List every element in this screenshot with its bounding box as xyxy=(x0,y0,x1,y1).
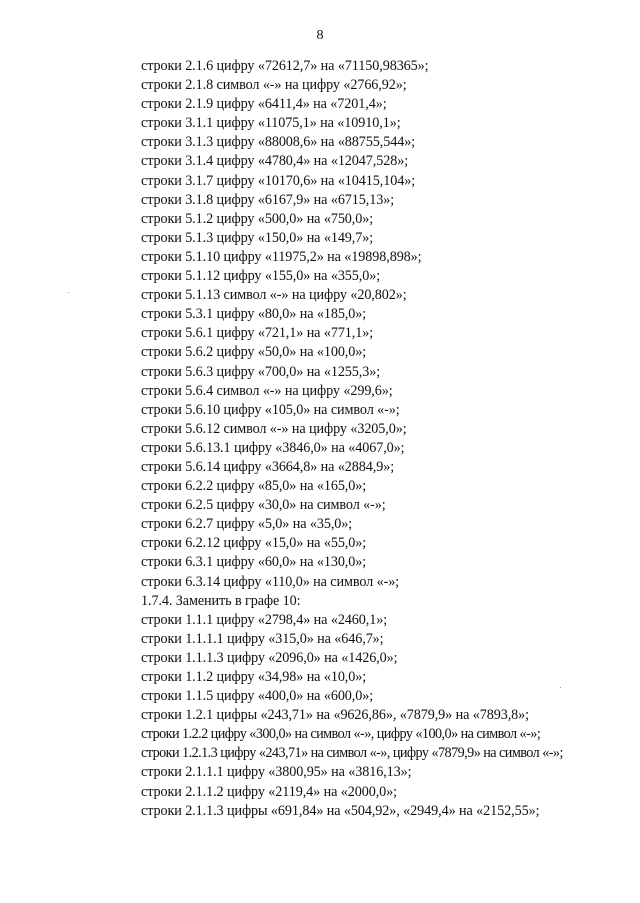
text-line: строки 5.1.12 цифру «155,0» на «355,0»; xyxy=(141,268,381,285)
text-line: строки 1.1.2 цифру «34,98» на «10,0»; xyxy=(141,669,367,685)
text-line: строки 2.1.8 символ «-» на цифру «2766,92»; xyxy=(141,77,407,94)
text-line: строки 1.1.1.1 цифру «315,0» на «646,7»; xyxy=(141,630,384,647)
text-line: строки 1.2.1.3 цифру «243,71» на символ «-», цифру «7879,9» на символ «-»; xyxy=(141,745,563,762)
text-line: строки 1.1.5 цифру «400,0» на «600,0»; xyxy=(141,688,374,705)
section-heading: 1.7.4. Заменить в графе 10: xyxy=(141,592,301,609)
text-line: строки 6.2.12 цифру «15,0» на «55,0»; xyxy=(141,535,367,552)
text-line: строки 2.1.1.3 цифры «691,84» на «504,92», «2949,4» на «2152,55»; xyxy=(141,802,540,819)
text-line: строки 3.1.1 цифру «11075,1» на «10910,1»; xyxy=(141,115,401,132)
text-line: строки 3.1.7 цифру «10170,6» на «10415,104»; xyxy=(141,172,416,189)
text-line: строки 3.1.3 цифру «88008,6» на «88755,544»; xyxy=(141,134,416,151)
text-line: строки 5.3.1 цифру «80,0» на «185,0»; xyxy=(141,306,367,323)
document-body xyxy=(141,57,636,821)
text-line: строки 2.1.1.2 цифру «2119,4» на «2000,0»; xyxy=(141,783,397,800)
text-line: строки 6.3.1 цифру «60,0» на «130,0»; xyxy=(141,554,367,571)
text-line: строки 5.6.13.1 цифру «3846,0» на «4067,0»; xyxy=(141,439,405,456)
text-line: строки 2.1.6 цифру «72612,7» на «71150,98365»; xyxy=(141,58,429,74)
text-line: строки 1.2.2 цифру «300,0» на символ «-», цифру «100,0» на символ «-»; xyxy=(141,726,541,743)
text-line: строки 6.2.2 цифру «85,0» на «165,0»; xyxy=(141,478,367,495)
scan-speck xyxy=(68,292,69,293)
text-line: строки 2.1.9 цифру «6411,4» на «7201,4»; xyxy=(141,96,387,113)
text-line: строки 6.3.14 цифру «110,0» на символ «-»; xyxy=(141,573,400,590)
text-line: строки 5.1.3 цифру «150,0» на «149,7»; xyxy=(141,229,374,246)
text-line: строки 5.1.2 цифру «500,0» на «750,0»; xyxy=(141,210,374,227)
text-line: строки 5.6.12 символ «-» на цифру «3205,0»; xyxy=(141,420,407,437)
text-line: строки 2.1.1.1 цифру «3800,95» на «3816,13»; xyxy=(141,764,412,781)
text-line: строки 6.2.7 цифру «5,0» на «35,0»; xyxy=(141,516,353,533)
text-line: строки 3.1.4 цифру «4780,4» на «12047,528»; xyxy=(141,153,409,170)
text-line: строки 1.1.1.3 цифру «2096,0» на «1426,0»; xyxy=(141,649,398,666)
text-line: строки 5.6.4 символ «-» на цифру «299,6»; xyxy=(141,382,393,399)
text-line: строки 6.2.5 цифру «30,0» на символ «-»; xyxy=(141,497,386,514)
text-line: строки 5.6.3 цифру «700,0» на «1255,3»; xyxy=(141,363,381,380)
text-line: строки 1.2.1 цифры «243,71» на «9626,86», «7879,9» на «7893,8»; xyxy=(141,707,529,724)
text-line: строки 1.1.1 цифру «2798,4» на «2460,1»; xyxy=(141,611,388,628)
text-line: строки 3.1.8 цифру «6167,9» на «6715,13»; xyxy=(141,191,395,208)
text-line: строки 5.6.10 цифру «105,0» на символ «-»; xyxy=(141,401,400,418)
scan-speck xyxy=(560,687,561,688)
text-line: строки 5.1.13 символ «-» на цифру «20,802»; xyxy=(141,287,407,304)
text-line: строки 5.6.1 цифру «721,1» на «771,1»; xyxy=(141,325,374,342)
text-line: строки 5.6.14 цифру «3664,8» на «2884,9»; xyxy=(141,458,395,475)
text-line: строки 5.6.2 цифру «50,0» на «100,0»; xyxy=(141,344,367,361)
text-line: строки 5.1.10 цифру «11975,2» на «19898,898»; xyxy=(141,248,422,265)
page-number: 8 xyxy=(316,28,324,43)
